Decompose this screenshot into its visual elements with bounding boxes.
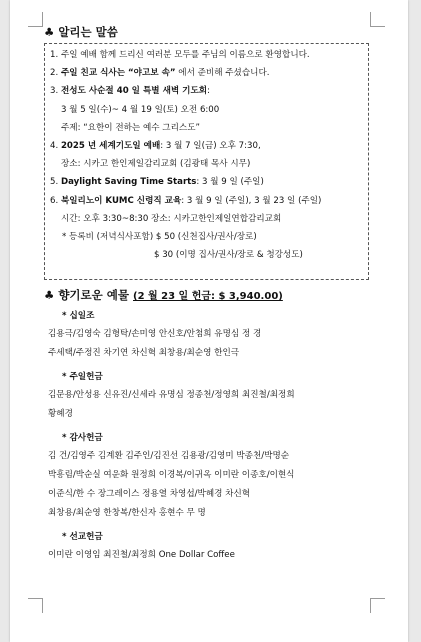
notice-bold-text: 전성도 사순절 40 일 특별 새벽 기도회	[60, 86, 208, 97]
notice-item	[50, 192, 363, 210]
notice-text: : 3 월 9 일 (주일), 3 월 23 일 (주일)	[181, 195, 322, 206]
document-content	[44, 24, 380, 565]
offering-names-line: 황혜경	[48, 409, 73, 419]
notice-detail: $ 30 (이명 집사/권사/장로 & 청강성도)	[154, 250, 303, 261]
offering-category: * 십일조	[62, 311, 95, 321]
notice-item	[50, 46, 363, 64]
notice-detail: 3 월 5 일(수)~ 4 월 19 일(토) 오전 6:00	[61, 104, 220, 115]
notice-number: 2.	[50, 68, 59, 79]
crop-mark-bottom-left	[28, 598, 43, 613]
crop-mark-bottom-right	[370, 598, 385, 613]
offerings-title: ♣ 향기로운 예물	[44, 288, 129, 302]
notice-item	[50, 137, 363, 155]
notice-text: 에서 준비해 주셨습니다.	[175, 68, 270, 79]
notice-detail: 장소: 시카고 한인제일감리교회 (김광태 목사 시무)	[61, 159, 251, 170]
offerings-heading	[44, 287, 380, 303]
notice-text: :	[207, 86, 210, 97]
notice-item	[50, 173, 363, 191]
notice-number: 1.	[50, 50, 59, 60]
notice-text: : 3 월 7 일(금) 오후 7:30,	[160, 140, 261, 151]
crop-mark-top-left	[28, 12, 43, 27]
offerings-list	[44, 307, 380, 565]
notice-detail: * 등록비 (저녁식사포함) $ 50 (신천집사/권사/장로)	[62, 231, 257, 242]
offering-category: * 감사헌금	[62, 433, 103, 443]
notice-detail: 시간: 오후 3:30~8:30 장소: 시카고한인제일연합감리교회	[61, 213, 282, 224]
notices-heading: ♣ 알리는 말씀	[44, 25, 118, 39]
notice-number: 3.	[50, 86, 59, 97]
offering-category: * 주일헌금	[62, 372, 103, 382]
offering-names-line: 이미란 이영임 최진철/최정희 One Dollar Coffee	[48, 550, 235, 560]
offering-names-line: 김용극/김영숙 김형탁/손미영 안신호/안첨희 유명심 정 경	[48, 329, 262, 339]
offering-names-line: 박흥림/박순실 여운화 원정희 이경복/이귀옥 이미란 이종호/이현식	[48, 470, 295, 480]
notices-box	[44, 43, 369, 280]
notice-bold-text: 2025 년 세계기도일 예배	[60, 140, 161, 151]
notice-item	[50, 64, 363, 82]
notice-bold-text: Daylight Saving Time Starts	[60, 177, 197, 188]
offering-names-line: 최창용/최순영 한창복/한신자 홍현수 무 명	[48, 508, 206, 518]
notice-item	[50, 82, 363, 100]
offerings-total: (2 월 23 일 헌금: $ 3,940.00)	[133, 291, 283, 302]
notice-bold-text: 주일 친교 식사는 “야고보 속”	[60, 68, 176, 79]
notice-number: 4.	[50, 140, 59, 151]
offering-names-line: 김문용/안성용 신유진/신세라 유명심 정종천/정영희 최진철/최정희	[48, 390, 295, 400]
offering-names-line: 주세택/주정진 차기연 차신혁 최창용/최순영 한인극	[48, 348, 240, 358]
notice-number: 6.	[50, 195, 59, 206]
notice-bold-text: 북일리노이 KUMC 신령직 교육	[60, 195, 182, 206]
offering-names-line: 이준식/한 수 장그레이스 정용열 차영섭/박혜경 차신혁	[48, 489, 251, 499]
offering-category: * 선교헌금	[62, 532, 103, 542]
notice-text: 주일 예배 함께 드리신 여러분 모두를 주님의 이름으로 환영합니다.	[60, 50, 310, 60]
notice-detail: 주제: “요한이 전하는 예수 그리스도”	[61, 122, 200, 133]
offering-names-line: 김 건/김영주 김계환 김주인/김진선 김용광/김영미 박종천/박명순	[48, 451, 290, 461]
notice-number: 5.	[50, 177, 59, 188]
notice-text: : 3 월 9 일 (주일)	[196, 177, 264, 188]
